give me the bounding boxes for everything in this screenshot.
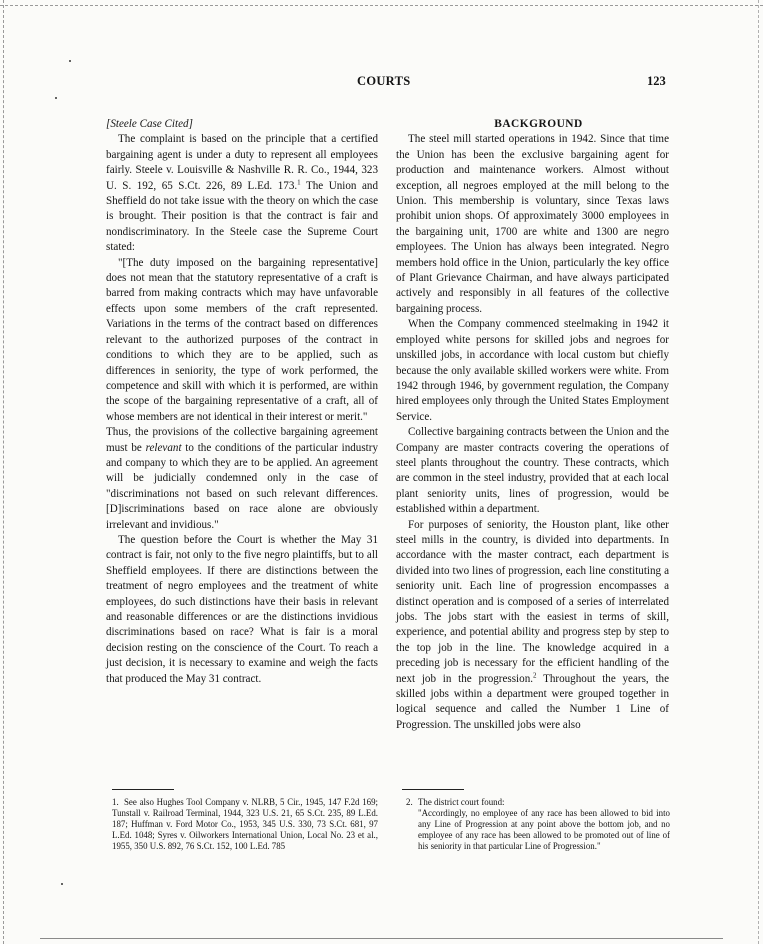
right-column [396, 117, 669, 733]
paragraph: Collective bargaining contracts between the Union and the Company are master contracts covering the operations of steel plants throughout the country. These contracts, which are common in the steel industry, provided that at each local plant seniority units, lines of progression, would be established within a department. [396, 426, 669, 516]
footnote-text: See also Hughes Tool Company v. NLRB, 5 Cir., 1945, 147 F.2d 169; Tunstall v. Railroad Terminal, 1944, 323 U.S. 21, 65 S.Ct. 235, 89 L.Ed. 187; Huffman v. Ford Motor Co., 1953, 345 U.S. 330, 73 S.Ct. 681, 97 L.Ed. 1048; Syres v. Oilworkers International Union, Local No. 23 et al., 1955, 350 U.S. 892, 76 S.Ct. 152, 100 L.Ed. 785 [112, 797, 378, 851]
block-quote: "[The duty imposed on the bargaining representative] does not mean that the statutory representative of a craft is barred from making contracts which may have unfavorable effects upon some members of the craft represented. Variations in the terms of the contract based on differences relevant to the authorized purposes of the contract in conditions to which they are to be applied, such as differences in seniority, the type of work performed, the competence and skill with which it is performed, are within the scope of the bargaining representative of a craft, all of whose members are not identical in their interest or merit." [106, 256, 378, 423]
footnote-number: 2. [406, 797, 413, 807]
footnote-rule [112, 789, 174, 790]
scan-edge-top [0, 5, 763, 6]
paragraph [106, 425, 378, 533]
footnote-quote: "Accordingly, no employee of any race has been allowed to bid into any Line of Progression at any point above the bottom job, and no employee of any race has been allowed to be promoted out of line of his seniority in that particular Line of Progression." [418, 807, 670, 851]
footnote-text: The district court found: [418, 797, 505, 807]
paragraph [106, 132, 378, 255]
scan-edge-left [3, 0, 4, 944]
left-column [106, 117, 378, 687]
scan-speck [61, 883, 63, 885]
scan-speck [69, 60, 71, 62]
paragraph-text: Thus, the provisions of the collective bargaining agreement must be [106, 426, 378, 454]
paragraph: The steel mill started operations in 1942. Since that time the Union has been the exclusive bargaining agent for production and maintenance workers. Almost without exception, all negroes employed at the mill belong to the Union. This membership is voluntary, since Texas laws prohibit union shops. Of approximately 3000 employees in the bargaining unit, 1700 are white and 1300 are negro employees. The Union has always been integrated. Negro members hold office in the Union, particularly the key office of Plant Grievance Chairman, and have always participated actively and responsibly in all features of the collective bargaining process. [396, 133, 669, 315]
footnote-rule [402, 789, 464, 790]
side-heading: [Steele Case Cited] [106, 118, 193, 130]
footnote-ref: 2 [533, 670, 537, 679]
paragraph-text: The Union and Sheffield do not take issue with the theory on which the case is brought. Their position is that the contract is fair and nondiscriminatory. In the Steele case the Supreme Court stated: [106, 179, 378, 254]
paragraph-text: For purposes of seniority, the Houston plant, like other steel mills in the country, is divided into departments. In accordance with the master contract, each department is divided into two lines of progression, each line constituting a seniority unit. Each line of progression encompasses a distinct operation and is composed of a series of interrelated jobs. The jobs start with the easiest in terms of skill, experience, and potential ability and progress step by step to the top job in the line. The knowledge acquired in a preceding job is necessary for the efficient handling of the next job in the progression. [396, 518, 669, 685]
paragraph-text: The complaint is based on the principle that a certified bargaining agent is under a duty to represent all employees fairly. Steele v. Louisville & Nashville R. R. Co., 1944, 323 U. S. 192, 65 S.Ct. 226, 89 L.Ed. 173. [106, 133, 378, 192]
paragraph: When the Company commenced steelmaking in 1942 it employed white persons for skilled jobs and negroes for unskilled jobs, in accordance with local custom but chiefly because the only available skilled workers were white. From 1942 through 1946, by government regulation, the Company hired employees only through the United States Employment Service. [396, 318, 669, 423]
footnote-ref: 1 [297, 177, 301, 186]
footnote-2 [406, 797, 670, 852]
paragraph: The question before the Court is whether the May 31 contract is fair, not only to the five negro plaintiffs, but to all Sheffield employees. If there are distinctions between the treatment of negro employees and the treatment of white employees, do such distinctions have their basis in relevant and reasonable differences or are the distinctions invidious discriminations based on race? What is fair is a moral decision resting on the conscience of the Court. To reach a just decision, it is necessary to examine and weigh the facts that produced the May 31 contract. [106, 533, 378, 685]
paragraph [396, 518, 669, 734]
scan-speck [55, 97, 57, 99]
scan-edge-bottom [40, 938, 723, 939]
paragraph-text: Throughout the years, the skilled jobs within a department were grouped together in logical sequence and called the Number 1 Line of Progression. The unskilled jobs were also [396, 672, 669, 731]
footnote-number: 1. [112, 797, 119, 807]
emphasis: relevant [145, 441, 182, 454]
scan-edge-right [758, 0, 759, 944]
paragraph-text: to the conditions of the particular industry and company to which they are to be applied. An agreement will be judicially condemned only in the case of "discriminations not based on such relevant differences. [D]iscriminations based on race alone are obviously irrelevant and invidious." [106, 441, 378, 531]
running-title: COURTS [357, 74, 411, 88]
section-heading: BACKGROUND [494, 118, 583, 130]
footnote-1 [112, 797, 378, 852]
page-number: 123 [647, 74, 666, 88]
